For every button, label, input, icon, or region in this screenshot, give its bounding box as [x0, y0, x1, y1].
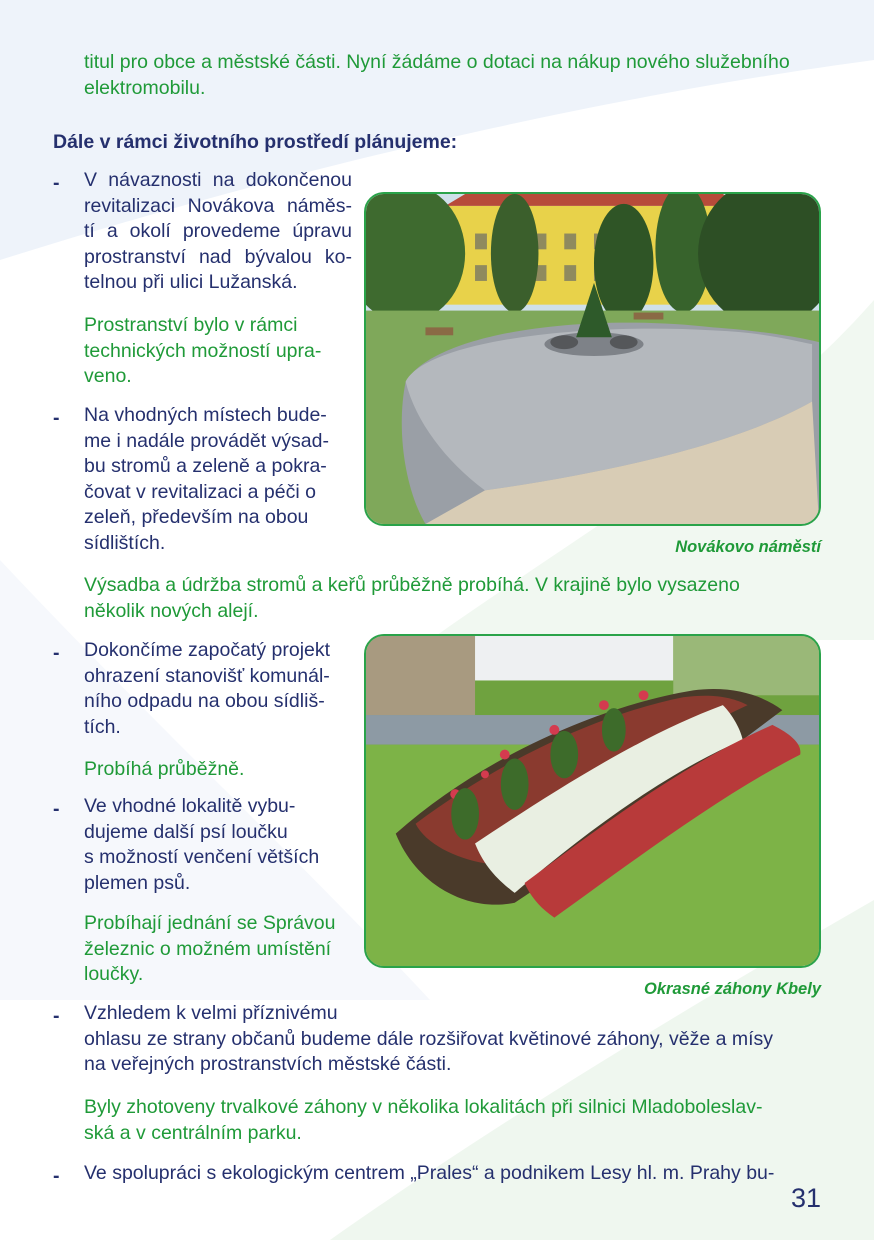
bullet-5: - — [53, 1005, 60, 1027]
caption-photo-2: Okrasné záhony Kbely — [644, 980, 821, 998]
photo-novakovo-namesti — [364, 192, 821, 526]
item-1-status: Prostranství bylo v rámci technických možností upra- veno. — [84, 314, 322, 387]
intro-line-2: elektromobilu. — [84, 76, 206, 99]
item-2-text: Na vhodných místech bude- me i nadále provádět výsad- bu stromů a zeleně a pokra- čovat v revitalizaci a péči o zeleň, především na obou sídlištích. — [84, 404, 329, 554]
item-4-text: Ve vhodné lokalitě vybu- dujeme další psí loučku s možností venčení větších plemen psů. — [84, 795, 320, 894]
bullet-3: - — [53, 642, 60, 664]
photo-okrasne-zahony — [364, 634, 821, 968]
bullet-1: - — [53, 172, 60, 194]
bullet-6: - — [53, 1165, 60, 1187]
item-4-status: Probíhají jednání se Správou železnic o možném umístění loučky. — [84, 912, 336, 985]
item-5-text: Vzhledem k velmi příznivému ohlasu ze strany občanů budeme dále rozšiřovat květinové záhony, věže a mísy na veřejných prostranstvích městské části. — [84, 1002, 774, 1075]
section-heading: Dále v rámci životního prostředí plánujeme: — [53, 131, 458, 153]
bullet-4: - — [53, 798, 60, 820]
item-5-status: Byly zhotoveny trvalkové záhony v několika lokalitách při silnici Mladoboleslav- ská a v centrálním parku. — [84, 1096, 763, 1144]
intro-line-1: titul pro obce a městské části. Nyní žádáme o dotaci na nákup nového služebního — [84, 51, 790, 73]
caption-photo-1: Novákovo náměstí — [675, 538, 821, 556]
item-3-text: Dokončíme započatý projekt ohrazení stanovišť komunál- ního odpadu na obou sídliš- tích. — [84, 639, 331, 738]
page-number: 31 — [790, 1183, 821, 1213]
item-2-status: Výsadba a údržba stromů a keřů průběžně probíhá. V krajině bylo vysazeno několik nových alejí. — [84, 574, 740, 622]
square-illustration — [366, 194, 819, 524]
bullet-2: - — [53, 407, 60, 429]
item-1-text: V návaznosti na dokončenou revitalizaci Novákova náměs- tí a okolí provedeme úpravu prostranství nad bývalou ko- telnou při ulici Lužanská. — [84, 169, 352, 293]
flowerbed-illustration — [366, 636, 819, 966]
item-6-text: Ve spolupráci s ekologickým centrem „Prales“ a podnikem Lesy hl. m. Prahy bu- — [84, 1162, 775, 1184]
item-3-status: Probíhá průběžně. — [84, 758, 245, 780]
intro-paragraph — [84, 50, 821, 101]
